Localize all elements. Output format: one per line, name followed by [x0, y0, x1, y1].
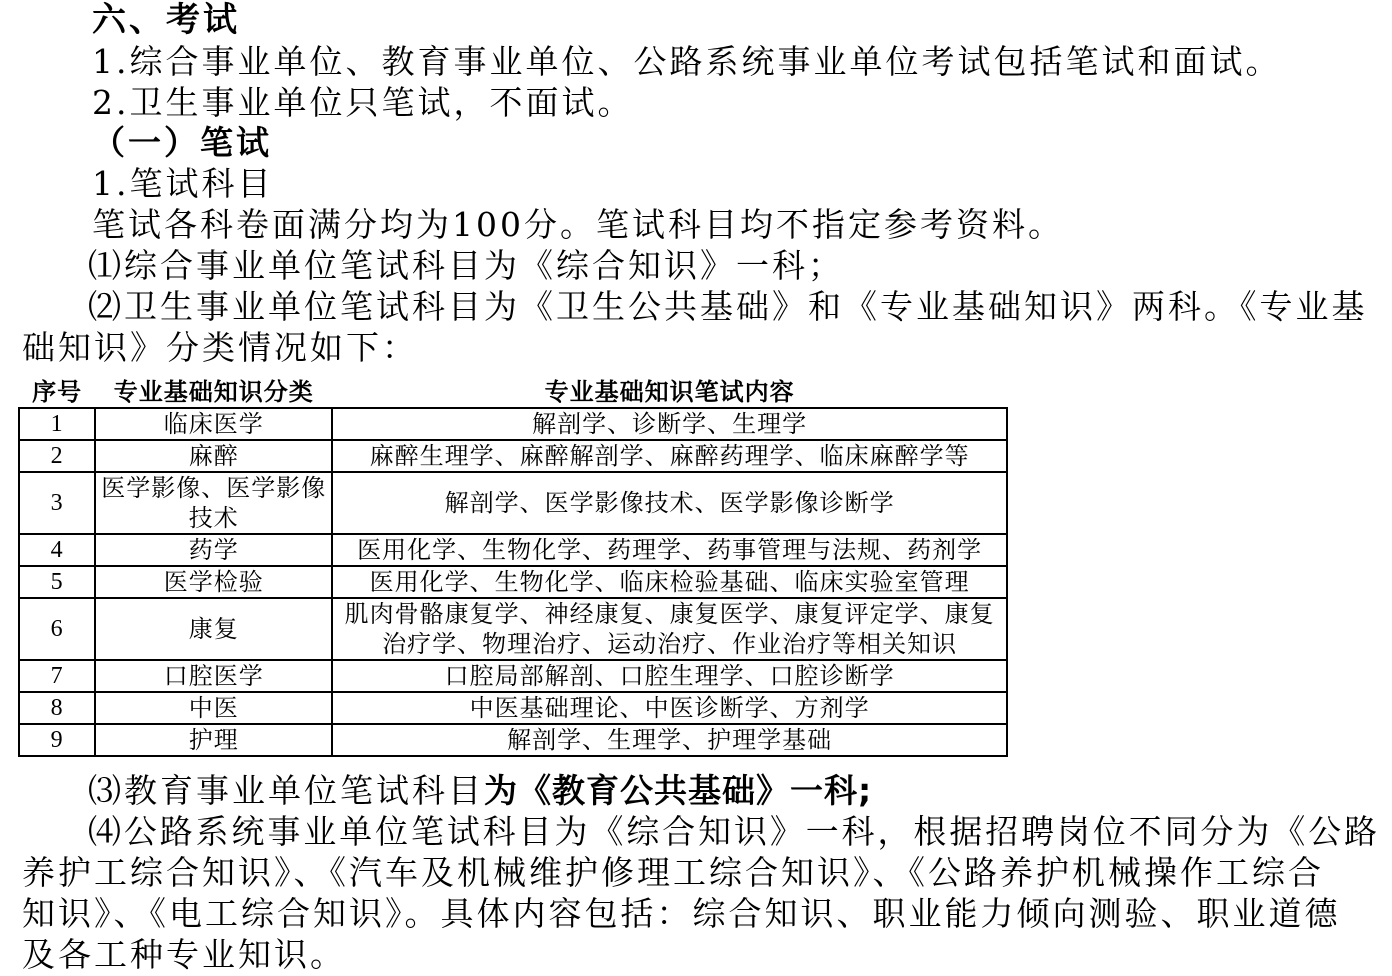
table-row	[19, 408, 1007, 440]
table-row	[19, 472, 1007, 534]
subject-category-table	[18, 372, 1008, 757]
subject-4-text-line-2: 养护工综合知识》、《汽车及机械维护修理工综合知识》、《公路养护机械操作工综合	[22, 853, 1324, 892]
row-content: 解剖学、医学影像技术、医学影像诊断学	[332, 472, 1007, 534]
row-category: 护理	[95, 724, 332, 756]
table-row	[19, 598, 1007, 660]
subject-4-text-line-4: 及各工种专业知识。	[22, 935, 346, 974]
row-category: 医学检验	[95, 566, 332, 598]
row-number: 9	[19, 724, 95, 756]
subject-3-suffix: 为《教育公共基础》一科;	[484, 771, 873, 810]
intro-line-2: 2.卫生事业单位只笔试，不面试。	[92, 83, 634, 122]
subject-3-text	[88, 770, 872, 811]
row-category: 临床医学	[95, 408, 332, 440]
row-number: 3	[19, 472, 95, 534]
subsection-title: （一）笔试	[92, 123, 272, 162]
row-number: 1	[19, 408, 95, 440]
row-content: 医用化学、生物化学、药理学、药事管理与法规、药剂学	[332, 534, 1007, 566]
subject-4-text-line-3: 知识》、《电工综合知识》。具体内容包括：综合知识、职业能力倾向测验、职业道德	[22, 894, 1341, 933]
subject-2-text-line-2: 础知识》分类情况如下：	[22, 328, 418, 367]
table-header-row	[19, 372, 1007, 408]
table-row	[19, 534, 1007, 566]
row-content: 肌肉骨骼康复学、神经康复、康复医学、康复评定学、康复治疗学、物理治疗、运动治疗、作业治疗等相关知识	[332, 598, 1007, 660]
row-number: 4	[19, 534, 95, 566]
row-content: 麻醉生理学、麻醉解剖学、麻醉药理学、临床麻醉学等	[332, 440, 1007, 472]
subject-4-text-line-1: ⑷公路系统事业单位笔试科目为《综合知识》一科，根据招聘岗位不同分为《公路	[88, 812, 1380, 851]
header-serial-number: 序号	[32, 378, 83, 406]
row-content: 解剖学、生理学、护理学基础	[332, 724, 1007, 756]
table-row	[19, 692, 1007, 724]
row-category: 麻醉	[95, 440, 332, 472]
subject-2-text-line-1: ⑵卫生事业单位笔试科目为《卫生公共基础》和《专业基础知识》两科。《专业基	[88, 287, 1368, 326]
item-title: 1.笔试科目	[92, 164, 274, 203]
row-content: 医用化学、生物化学、临床检验基础、临床实验室管理	[332, 566, 1007, 598]
section-title: 六、考试	[92, 0, 240, 40]
row-number: 7	[19, 660, 95, 692]
subject-1-text: ⑴综合事业单位笔试科目为《综合知识》一科；	[88, 246, 844, 285]
header-content: 专业基础知识笔试内容	[544, 378, 795, 406]
row-content: 中医基础理论、中医诊断学、方剂学	[332, 692, 1007, 724]
intro-line-1: 1.综合事业单位、教育事业单位、公路系统事业单位考试包括笔试和面试。	[92, 42, 1282, 81]
row-category: 口腔医学	[95, 660, 332, 692]
row-number: 6	[19, 598, 95, 660]
row-category: 医学影像、医学影像技术	[95, 472, 332, 534]
row-number: 2	[19, 440, 95, 472]
full-score-note: 笔试各科卷面满分均为100分。笔试科目均不指定参考资料。	[92, 205, 1064, 244]
row-category: 中医	[95, 692, 332, 724]
subject-3-prefix: ⑶教育事业单位笔试科目	[88, 771, 484, 810]
table-row	[19, 440, 1007, 472]
row-content: 口腔局部解剖、口腔生理学、口腔诊断学	[332, 660, 1007, 692]
row-content: 解剖学、诊断学、生理学	[332, 408, 1007, 440]
row-number: 5	[19, 566, 95, 598]
row-category: 康复	[95, 598, 332, 660]
header-category: 专业基础知识分类	[113, 378, 314, 406]
row-category: 药学	[95, 534, 332, 566]
table-row	[19, 660, 1007, 692]
table-row	[19, 566, 1007, 598]
table-row	[19, 724, 1007, 756]
row-number: 8	[19, 692, 95, 724]
